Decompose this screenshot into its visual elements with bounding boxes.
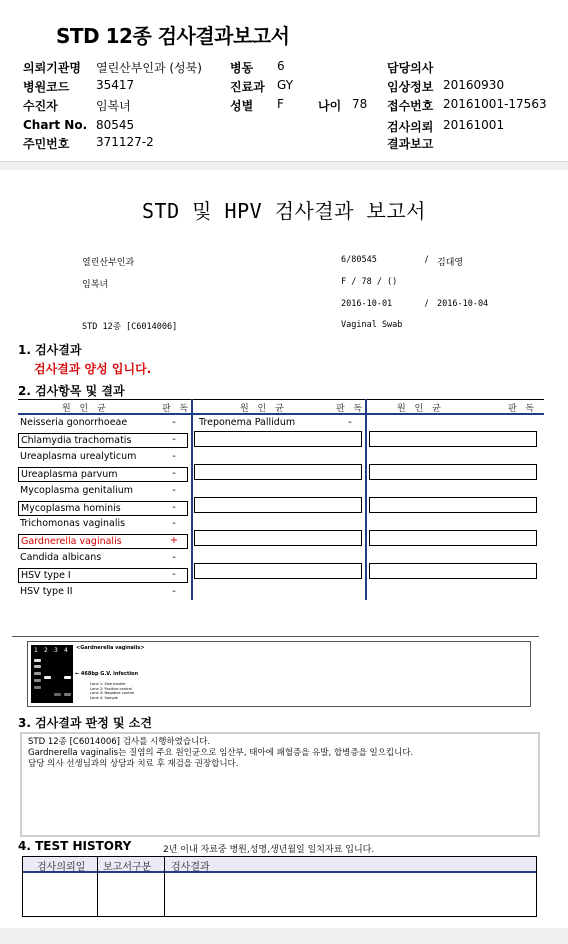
pathogen-name-ureaplasma-parvum: Ureaplasma parvum [18,467,188,482]
opinion-line: 담당 의사 선생님과의 상담과 치료 후 재검을 권장합니다. [28,759,239,769]
value-receipt-number: 20161001-17563 [443,97,547,111]
pathogen-name-candida-albicans: Candida albicans [20,552,102,563]
history-col-request-date: 검사의뢰일 [37,862,86,873]
gel-band [34,665,41,668]
report-hospital: 열린산부인과 [82,258,135,268]
pathogen-result-treponema: - [348,417,352,428]
value-test-request: 20161001 [443,118,505,132]
pathogen-name-treponema: Treponema Pallidum [199,417,296,428]
label-requesting-institution: 의뢰기관명 [23,61,81,75]
col-header-pathogen-1: 원 인 균 [62,404,109,414]
gel-band-label: ← 468bp G.V. infection [75,671,139,677]
pathogen-name-hsv-type-i: HSV type I [18,568,188,583]
value-resident-number: 371127-2 [96,135,154,149]
lane-label-1: 1 [34,647,38,654]
value-department: GY [277,78,294,92]
label-sex: 성별 [230,99,254,113]
label-department: 진료과 [230,80,265,94]
empty-result-cell [194,497,362,513]
value-patient: 임복녀 [96,99,131,113]
pathogen-name-trichomonas-vaginalis: Trichomonas vaginalis [20,518,126,529]
label-hospital-code: 병원코드 [23,80,70,94]
test-history-table [22,856,537,917]
gel-band [34,679,41,682]
section1-heading: 1. 검사결과 [18,343,82,357]
pathogen-name-hsv-type-ii: HSV type II [20,586,73,597]
empty-result-cell [369,563,537,579]
bottom-margin [0,928,568,944]
report-title: STD 및 HPV 검사결과 보고서 [142,199,426,223]
report-date-request: 2016-10-01 [341,299,393,309]
panel-divider [0,162,568,170]
empty-result-cell [194,464,362,480]
pathogen-result-neisseria-gonorrhoeae: - [172,417,176,428]
label-clinical-info: 임상정보 [387,80,434,94]
value-hospital-code: 35417 [96,78,135,92]
lane-label-4: 4 [64,647,68,654]
history-column-divider [164,857,165,916]
summary-title: STD 12종 검사결과보고서 [56,24,290,48]
results-table-header [18,399,544,415]
col-header-pathogen-3: 원 인 균 [397,404,444,414]
opinion-box [20,732,540,837]
report-date-report: 2016-10-04 [437,299,489,309]
empty-result-cell [194,563,362,579]
pathogen-result-hsv-type-i: - [172,569,176,580]
lane-label-2: 2 [44,647,48,654]
label-patient: 수진자 [23,99,58,113]
pathogen-name-mycoplasma-hominis: Mycoplasma hominis [18,501,188,516]
gel-legend-item: Lane 2: Positive control [90,686,132,691]
gel-band [34,672,41,675]
history-note: 2년 이내 자료중 병원,성명,생년월일 일치자료 입니다. [163,845,375,855]
pathogen-name-mycoplasma-genitalium: Mycoplasma genitalium [20,485,134,496]
history-table-header [23,857,536,873]
section3-heading: 3. 검사결과 판정 및 소견 [18,716,152,730]
summary-panel [0,0,568,162]
report-sex-age: F / 78 / () [341,277,398,287]
history-column-divider [97,857,98,916]
opinion-line: STD 12종 [C6014006] 검사를 시행하였습니다. [28,737,211,747]
pathogen-name-chlamydia-trachomatis: Chlamydia trachomatis [18,433,188,448]
gel-band [34,659,41,662]
gel-legend-item: Lane 4: Sample [90,695,118,700]
pathogen-result-chlamydia-trachomatis: - [172,434,176,445]
label-test-request: 검사의뢰 [387,120,434,134]
gel-band [64,693,71,696]
gel-title: <Gardnerella vaginalis> [76,645,145,651]
empty-result-cell [194,530,362,546]
opinion-line: Gardnerella vaginalis는 질염의 주요 원인균으로 임산부, 태아에 패혈증을 유발, 합병증을 일으킵니다. [28,748,414,758]
label-result-report: 결과보고 [387,137,434,151]
label-receipt-number: 접수번호 [387,99,434,113]
label-age: 나이 [318,99,342,113]
gel-band [44,676,51,679]
gel-band [64,676,71,679]
history-col-test-result: 검사결과 [171,862,210,873]
pathogen-name-neisseria-gonorrhoeae: Neisseria gonorrhoeae [20,417,128,428]
pathogen-result-hsv-type-ii: - [172,586,176,597]
column-divider-1 [191,399,193,600]
pathogen-result-trichomonas-vaginalis: - [172,518,176,529]
pathogen-result-gardnerella-vaginalis: + [169,535,179,546]
label-resident-number: 주민번호 [23,137,70,151]
section2-heading: 2. 검사항목 및 결과 [18,384,125,398]
gel-legend-item: Lane 3: Negative control [90,691,135,695]
label-chart-no: Chart No. [23,118,88,132]
pathogen-result-ureaplasma-urealyticum: - [172,451,176,462]
value-clinical-info: 20160930 [443,78,505,92]
value-age: 78 [352,97,368,111]
report-doctor-separator: / [425,255,429,265]
empty-result-cell [369,464,537,480]
gel-band [54,693,61,696]
gel-legend [90,682,134,700]
pathogen-result-mycoplasma-genitalium: - [172,485,176,496]
empty-result-cell [369,497,537,513]
report-doctor: 김대영 [437,258,464,268]
report-date-separator: / [425,299,429,309]
col-header-pathogen-2: 원 인 균 [240,404,287,414]
empty-result-cell [369,431,537,447]
gel-separator [12,636,539,637]
empty-result-cell [194,431,362,447]
section4-heading: 4. TEST HISTORY [18,839,132,853]
history-col-report-type: 보고서구분 [103,862,152,873]
value-ward: 6 [277,59,285,73]
pathogen-name-gardnerella-vaginalis: Gardnerella vaginalis [18,534,188,549]
col-header-judge-1: 판 독 [162,404,192,414]
positive-result-text: 검사결과 양성 입니다. [34,362,152,376]
report-patient: 임복녀 [82,280,109,290]
lane-label-3: 3 [54,647,58,654]
report-chart-doctor: 6/80545 [341,255,377,265]
pathogen-result-candida-albicans: - [172,552,176,563]
pathogen-result-mycoplasma-hominis: - [172,502,176,513]
label-ward: 병동 [230,61,254,75]
column-divider-2 [365,399,367,600]
col-header-judge-2: 판 독 [336,404,366,414]
empty-result-cell [369,530,537,546]
pathogen-result-ureaplasma-parvum: - [172,468,176,479]
pathogen-name-ureaplasma-urealyticum: Ureaplasma urealyticum [20,451,137,462]
value-sex: F [277,97,284,111]
report-test-code: STD 12종 [C6014006] [82,322,178,332]
gel-band [34,686,41,689]
report-specimen: Vaginal Swab [341,320,403,330]
gel-image [31,645,73,703]
value-chart-no: 80545 [96,118,135,132]
gel-electrophoresis-image [27,641,531,707]
value-requesting-institution: 열린산부인과 (성북) [96,61,202,75]
label-attending-doctor: 담당의사 [387,61,434,75]
gel-legend-item: Lane 1: Size marker [90,682,126,686]
col-header-judge-3: 판 독 [508,404,538,414]
